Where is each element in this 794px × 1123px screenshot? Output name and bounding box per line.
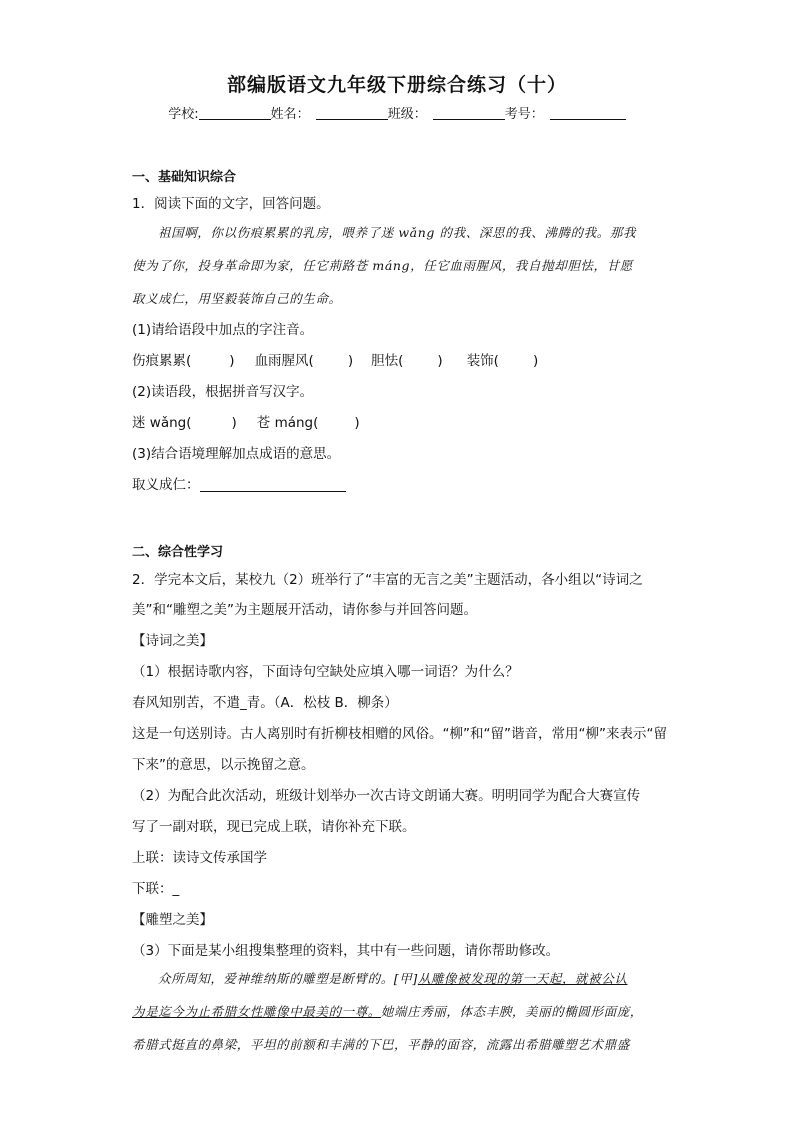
school-field[interactable]: [199, 106, 271, 120]
couplet-question-line: 写了一副对联，现已完成上联，请你补充下联。: [132, 819, 416, 835]
pinyin-item: 装饰(: [466, 353, 499, 369]
poem-section-heading: 【诗词之美】: [132, 633, 213, 649]
idiom-answer-line[interactable]: [200, 477, 346, 492]
sculpture-section-heading: 【雕塑之美】: [132, 912, 213, 928]
poem-question-1: （1）根据诗歌内容，下面诗句空缺处应填入哪一词语？为什么？: [132, 664, 519, 680]
hanzi-answer-row: 迷 wǎng( ) 苍 máng( ): [132, 415, 360, 431]
pinyin-item: 血雨腥风(: [254, 353, 314, 369]
passage-line: 取义成仁，用坚毅装饰自己的生命。: [132, 291, 342, 306]
sculpture-passage: [132, 962, 664, 1061]
passage-line: 她端庄秀丽，体态丰腴，美丽的椭圆形面庞，: [380, 1004, 643, 1019]
poem-verse: 春风知别苦，不遣_青。（A．松枝 B．柳条）: [132, 695, 398, 711]
passage-line: 使为了你，投身革命即为家，任它荊路苍 máng，任它血雨腥风，我自抛却胆怯，甘愿: [132, 258, 633, 273]
couplet-lower: 下联：_: [132, 881, 180, 897]
sub-question-3: (3)结合语境理解加点成语的意思。: [132, 446, 341, 462]
poem-answer-line: 这是一句送别诗。古人离别时有折柳枝相赠的风俗。“柳”和“留”谐音，常用“柳”来表示“留: [132, 726, 667, 742]
pinyin-item: 伤痕累累(: [132, 353, 192, 369]
section2-heading: 二、综合性学习: [132, 545, 224, 560]
question2-prompt-line: 美”和“雕塑之美”为主题展开活动，请你参与并回答问题。: [132, 602, 477, 618]
page-title: 部编版语文九年级下册综合练习（十）: [226, 74, 567, 96]
question1-prompt: 1．阅读下面的文字，回答问题。: [132, 196, 330, 212]
exam-no-label: 考号：: [504, 107, 544, 122]
passage-line: 希腊式挺直的鼻梁，平坦的前额和丰满的下巴，平静的面容，流露出希腊雕塑艺术鼎盛: [132, 1037, 630, 1052]
question1-passage: [132, 216, 664, 315]
hanzi-item: 迷 wǎng(: [132, 415, 192, 431]
couplet-question-line: （2）为配合此次活动，班级计划举办一次古诗文朗诵大赛。明明同学为配合大赛宣传: [132, 788, 641, 804]
underlined-sentence: 为是迄今为止希腊女性雕像中最美的一尊。: [132, 1004, 381, 1019]
idiom-label: 取义成仁：: [132, 477, 200, 493]
passage-line: 祖国啊，你以伤痕累累的乳房，喂养了迷 wǎng 的我、深思的我、沸腾的我。那我: [158, 225, 637, 240]
name-field[interactable]: [316, 106, 388, 120]
couplet-upper: 上联：读诗文传承国学: [132, 850, 267, 866]
section1-heading: 一、基础知识综合: [132, 170, 237, 185]
underlined-sentence: 从雕像被发现的第一天起，就被公认: [417, 971, 628, 986]
hanzi-item: 苍 máng(: [256, 415, 319, 431]
idiom-answer-row: [132, 473, 346, 493]
class-label: 班级：: [387, 107, 427, 122]
passage-line: 众所周知，爱神维纳斯的雕塑是断臂的。[甲]: [158, 971, 418, 986]
exam-no-field[interactable]: [550, 106, 626, 120]
sculpture-question: （3）下面是某小组搜集整理的资料，其中有一些问题，请你帮助修改。: [132, 943, 560, 959]
sub-question-2: (2)读语段，根据拼音写汉字。: [132, 384, 314, 400]
sub-question-1: (1)请给语段中加点的字注音。: [132, 322, 314, 338]
school-label: 学校:: [168, 107, 199, 122]
poem-answer-line: 下来”的意思，以示挽留之意。: [132, 757, 315, 773]
class-field[interactable]: [433, 106, 505, 120]
pinyin-item: 胆怯(: [371, 353, 404, 369]
name-label: 姓名：: [270, 107, 310, 122]
question2-prompt-line: 2．学完本文后，某校九（2）班举行了“丰富的无言之美”主题活动，各小组以“诗词之: [132, 572, 643, 588]
pinyin-answer-row: 伤痕累累( ) 血雨腥风( ) 胆怯( ) 装饰( ): [132, 353, 539, 369]
student-info-row: [0, 103, 794, 122]
